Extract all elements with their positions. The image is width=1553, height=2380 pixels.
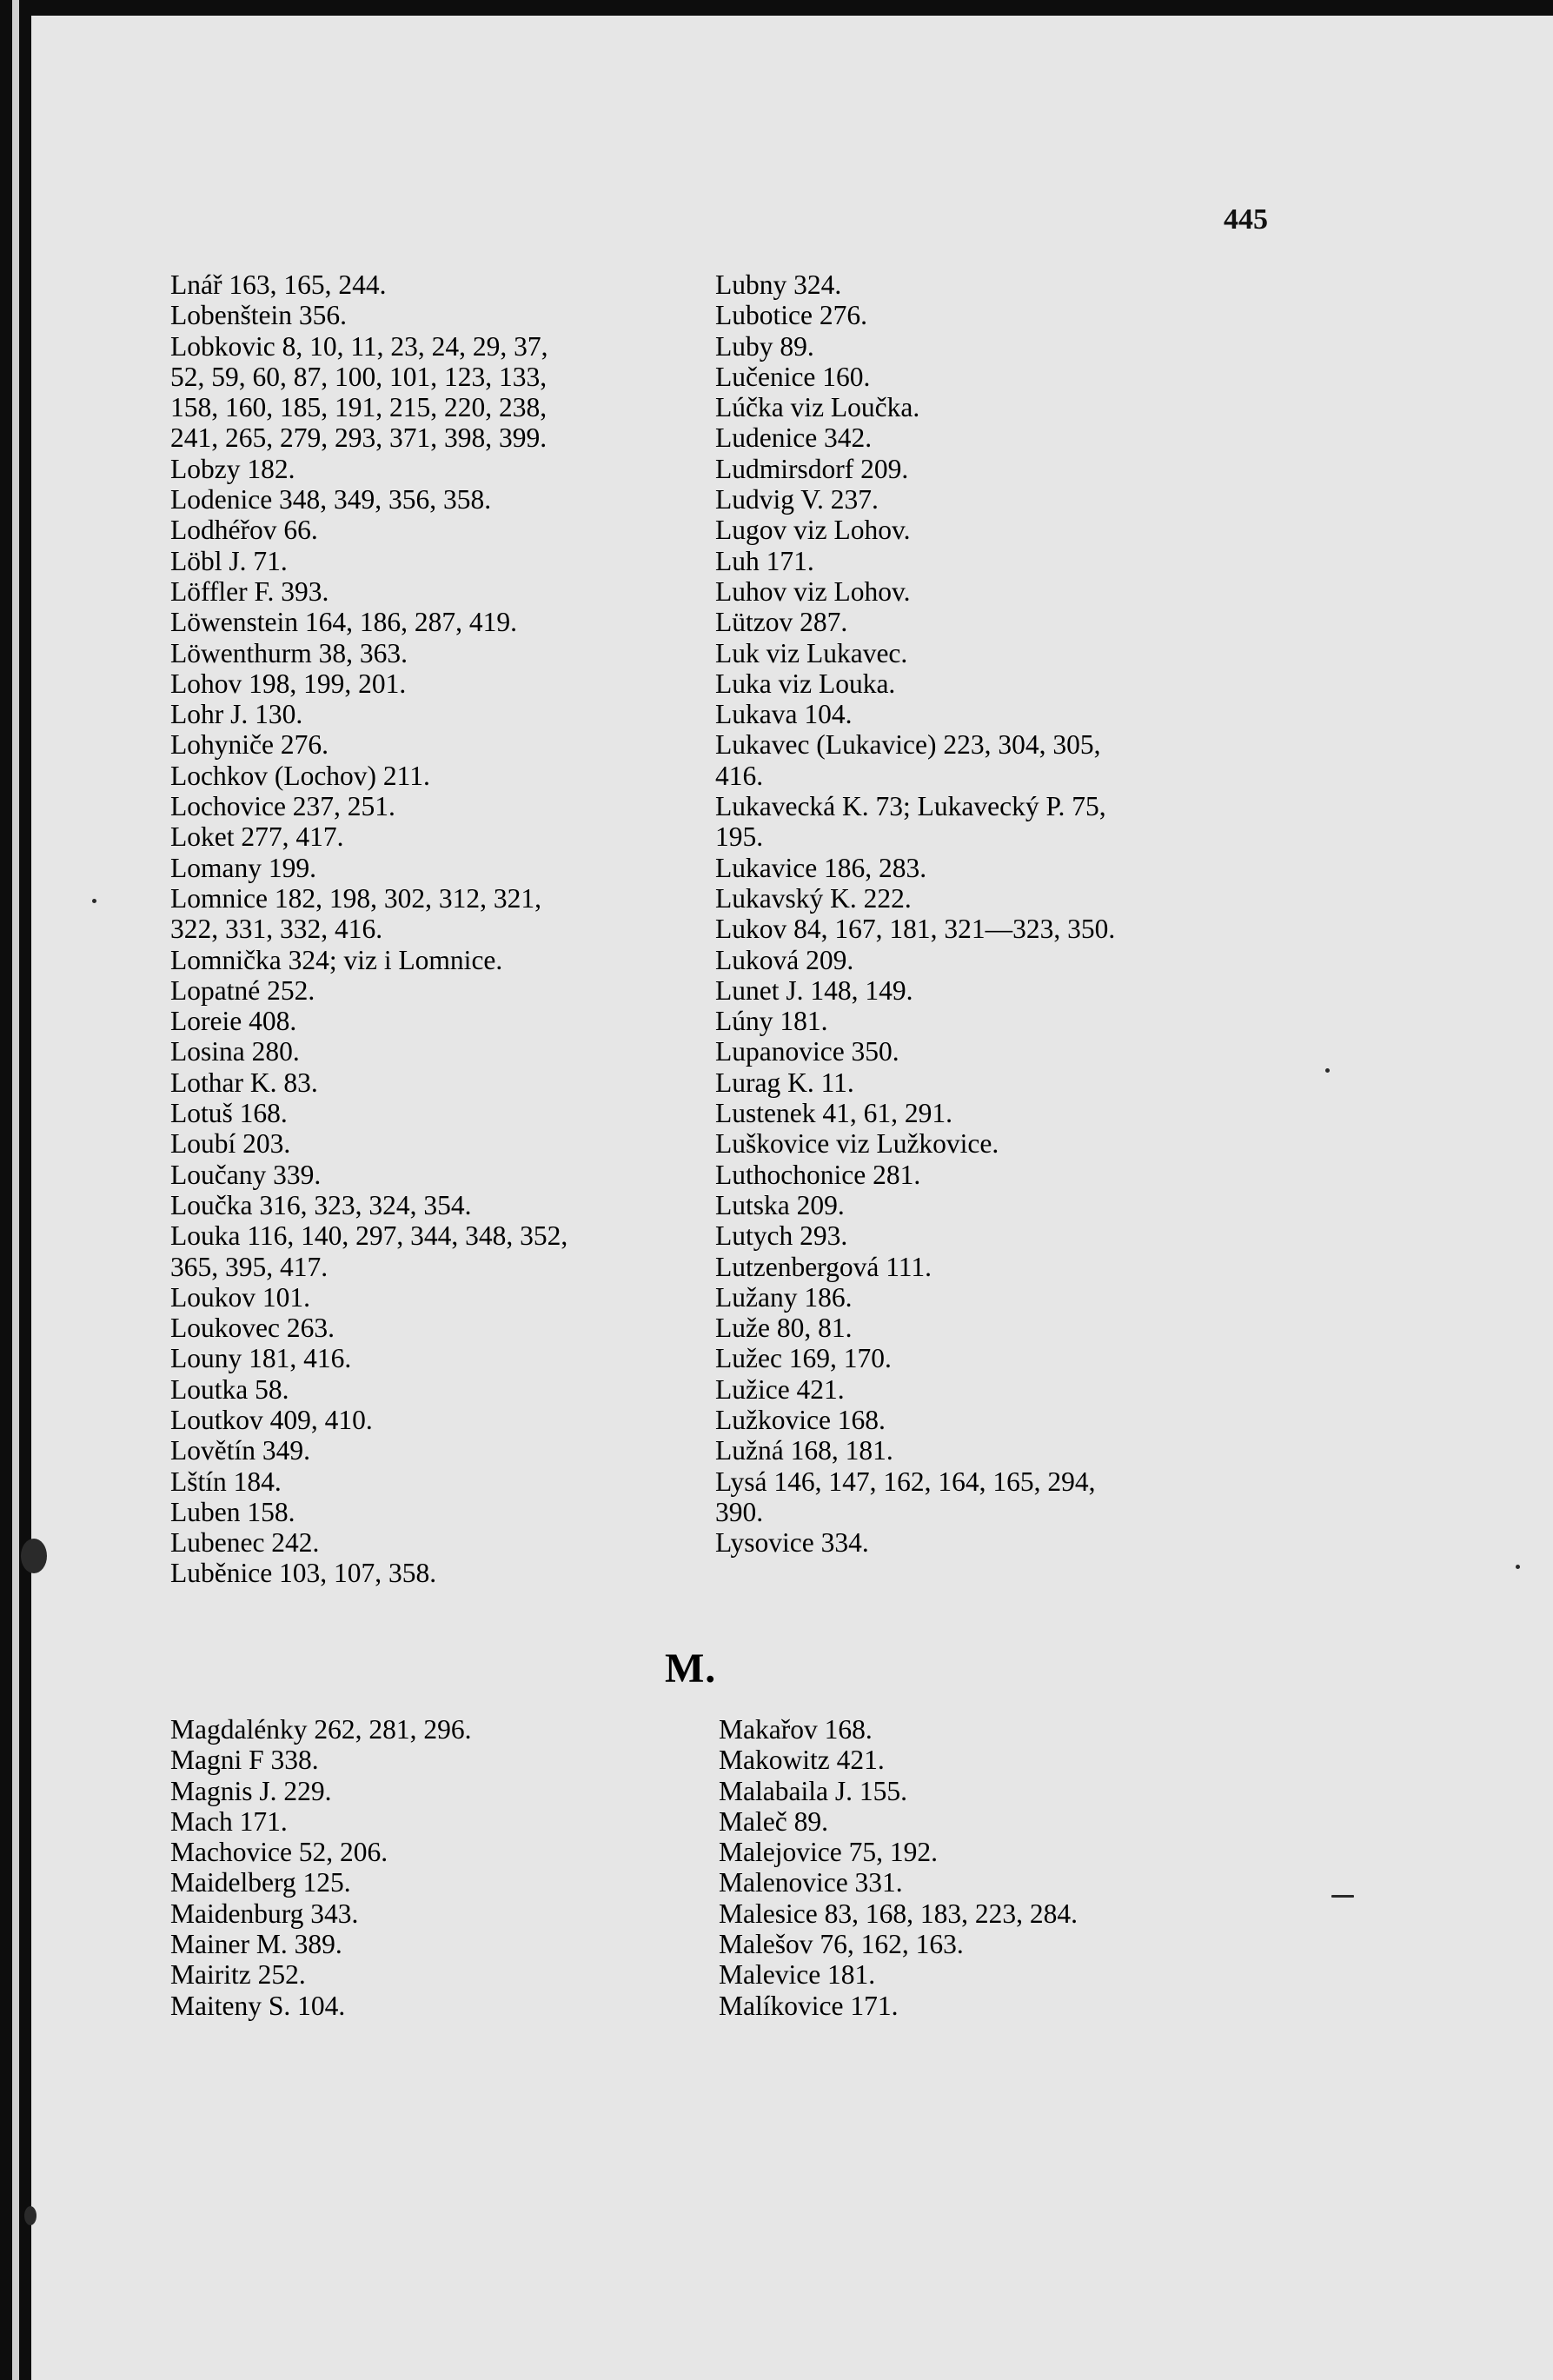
scan-blemish-mark	[92, 899, 96, 903]
index-entry: Lužkovice 168.	[715, 1404, 886, 1435]
index-entry: Maidenburg 343.	[170, 1898, 359, 1929]
index-entry: Mach 171.	[170, 1805, 288, 1837]
index-entry: Magdalénky 262, 281, 296.	[170, 1714, 472, 1745]
index-entry: Malejovice 75, 192.	[719, 1837, 938, 1868]
index-entry: Magni F 338.	[170, 1745, 319, 1776]
index-entry: Löwenthurm 38, 363.	[170, 637, 408, 668]
index-entry: Magnis J. 229.	[170, 1775, 332, 1806]
index-entry: Lotuš 168.	[170, 1098, 288, 1129]
index-entry: Loučka 316, 323, 324, 354.	[170, 1189, 472, 1220]
index-entry: Loket 277, 417.	[170, 821, 344, 853]
index-entry: 195.	[715, 821, 764, 853]
scan-blemish-mark	[24, 2206, 37, 2225]
index-entry: Louny 181, 416.	[170, 1343, 352, 1374]
index-entry: Lohov 198, 199, 201.	[170, 668, 407, 699]
index-entry: Loubí 203.	[170, 1128, 291, 1160]
index-entry: Luby 89.	[715, 330, 814, 362]
index-entry: Lysá 146, 147, 162, 164, 165, 294,	[715, 1466, 1096, 1497]
index-entry: Loutka 58.	[170, 1373, 289, 1405]
page-number: 445	[1224, 203, 1268, 236]
index-column-l-left	[170, 269, 727, 1589]
index-entry: Lutska 209.	[715, 1189, 845, 1220]
index-entry: Luběnice 103, 107, 358.	[170, 1558, 437, 1589]
index-entry: Lodenice 348, 349, 356, 358.	[170, 484, 492, 515]
index-entry: Lohr J. 130.	[170, 699, 303, 730]
index-column-m-right	[719, 1714, 1275, 2021]
index-entry: Louka 116, 140, 297, 344, 348, 352,	[170, 1220, 568, 1252]
index-entry: Mainer M. 389.	[170, 1929, 342, 1960]
index-entry: Lothar K. 83.	[170, 1067, 318, 1098]
index-entry: Malenovice 331.	[719, 1867, 903, 1898]
index-entry: Luka viz Louka.	[715, 668, 896, 699]
section-heading-m: M.	[665, 1645, 717, 1692]
index-entry: Lukavecká K. 73; Lukavecký P. 75,	[715, 791, 1106, 822]
index-entry: Lukavec (Lukavice) 223, 304, 305,	[715, 729, 1101, 761]
index-entry: Loutkov 409, 410.	[170, 1404, 373, 1435]
index-entry: Löbl J. 71.	[170, 545, 288, 576]
index-entry: Lupanovice 350.	[715, 1036, 899, 1067]
binding-edge	[12, 0, 19, 2380]
index-entry: Lubenec 242.	[170, 1527, 320, 1559]
index-entry: Lúny 181.	[715, 1006, 828, 1037]
index-entry: Luben 158.	[170, 1496, 295, 1527]
index-entry: Mairitz 252.	[170, 1959, 306, 1991]
index-entry: Lochkov (Lochov) 211.	[170, 760, 430, 791]
index-entry: Lomnička 324; viz i Lomnice.	[170, 944, 503, 975]
index-entry: Lnář 163, 165, 244.	[170, 269, 387, 300]
index-entry: Lubotice 276.	[715, 300, 867, 331]
index-entry: Loreie 408.	[170, 1006, 297, 1037]
scan-blemish-mark	[21, 1539, 47, 1573]
index-entry: Luškovice viz Lužkovice.	[715, 1128, 999, 1160]
index-entry: Luková 209.	[715, 944, 854, 975]
index-entry: Lštín 184.	[170, 1466, 282, 1497]
index-entry: Lukavice 186, 283.	[715, 852, 927, 883]
index-entry: Ludmirsdorf 209.	[715, 453, 909, 484]
index-entry: Makowitz 421.	[719, 1745, 885, 1776]
index-entry: Lohyniče 276.	[170, 729, 329, 761]
index-entry: Lunet J. 148, 149.	[715, 974, 913, 1006]
index-entry: Lomany 199.	[170, 852, 316, 883]
index-entry: Lobenštein 356.	[170, 300, 347, 331]
index-entry: Lützov 287.	[715, 607, 848, 638]
index-entry: Lubny 324.	[715, 269, 842, 300]
index-entry: Lužany 186.	[715, 1281, 853, 1313]
index-entry: Lučenice 160.	[715, 361, 871, 392]
index-entry: Luh 171.	[715, 545, 814, 576]
index-entry: Lutzenbergová 111.	[715, 1251, 932, 1282]
index-entry: Loukovec 263.	[170, 1313, 335, 1344]
index-entry: Lugov viz Lohov.	[715, 515, 911, 546]
index-entry: Lukava 104.	[715, 699, 853, 730]
index-entry: Loukov 101.	[170, 1281, 310, 1313]
index-entry: Lurag K. 11.	[715, 1067, 854, 1098]
index-entry: Lovětín 349.	[170, 1435, 310, 1466]
index-entry: Luk viz Lukavec.	[715, 637, 908, 668]
index-entry: Lobkovic 8, 10, 11, 23, 24, 29, 37,	[170, 330, 548, 362]
index-entry: Losina 280.	[170, 1036, 300, 1067]
index-entry: Lužice 421.	[715, 1373, 845, 1405]
index-entry: Malevice 181.	[719, 1959, 876, 1991]
index-entry: 241, 265, 279, 293, 371, 398, 399.	[170, 422, 548, 454]
index-entry: 322, 331, 332, 416.	[170, 914, 383, 945]
index-entry: Ludenice 342.	[715, 422, 873, 454]
index-entry: Lustenek 41, 61, 291.	[715, 1098, 952, 1129]
index-entry: Löffler F. 393.	[170, 575, 329, 607]
index-entry: Löwenstein 164, 186, 287, 419.	[170, 607, 517, 638]
index-entry: 390.	[715, 1496, 764, 1527]
index-entry: Luthochonice 281.	[715, 1159, 921, 1190]
scan-blemish-mark	[1325, 1068, 1330, 1073]
index-entry: 52, 59, 60, 87, 100, 101, 123, 133,	[170, 361, 548, 392]
index-entry: Lukov 84, 167, 181, 321—323, 350.	[715, 914, 1116, 945]
index-entry: Lomnice 182, 198, 302, 312, 321,	[170, 882, 541, 914]
index-entry: Malešov 76, 162, 163.	[719, 1929, 964, 1960]
index-entry: Luže 80, 81.	[715, 1313, 853, 1344]
index-entry: 158, 160, 185, 191, 215, 220, 238,	[170, 392, 548, 423]
index-entry: Ludvig V. 237.	[715, 484, 879, 515]
index-entry: Lobzy 182.	[170, 453, 295, 484]
index-entry: 365, 395, 417.	[170, 1251, 329, 1282]
index-entry: Malabaila J. 155.	[719, 1775, 907, 1806]
index-entry: Lopatné 252.	[170, 974, 315, 1006]
index-entry: Maleč 89.	[719, 1805, 828, 1837]
scan-blemish-mark	[1331, 1895, 1354, 1898]
index-entry: Lysovice 334.	[715, 1527, 869, 1559]
index-entry: Lutych 293.	[715, 1220, 848, 1252]
index-entry: 416.	[715, 760, 764, 791]
index-entry: Lužec 169, 170.	[715, 1343, 892, 1374]
index-entry: Maidelberg 125.	[170, 1867, 351, 1898]
index-entry: Lúčka viz Loučka.	[715, 392, 920, 423]
index-entry: Machovice 52, 206.	[170, 1837, 388, 1868]
index-entry: Maiteny S. 104.	[170, 1990, 346, 2021]
index-entry: Lodhéřov 66.	[170, 515, 318, 546]
index-column-m-left	[170, 1714, 727, 2021]
index-entry: Malesice 83, 168, 183, 223, 284.	[719, 1898, 1078, 1929]
index-entry: Lukavský K. 222.	[715, 882, 912, 914]
index-entry: Luhov viz Lohov.	[715, 575, 911, 607]
index-entry: Makařov 168.	[719, 1714, 873, 1745]
scan-blemish-mark	[1516, 1565, 1520, 1569]
index-entry: Malíkovice 171.	[719, 1990, 899, 2021]
index-entry: Lochovice 237, 251.	[170, 791, 395, 822]
index-entry: Loučany 339.	[170, 1159, 322, 1190]
index-entry: Lužná 168, 181.	[715, 1435, 893, 1466]
scan-top-edge	[31, 0, 1553, 16]
index-column-l-right	[715, 269, 1271, 1558]
